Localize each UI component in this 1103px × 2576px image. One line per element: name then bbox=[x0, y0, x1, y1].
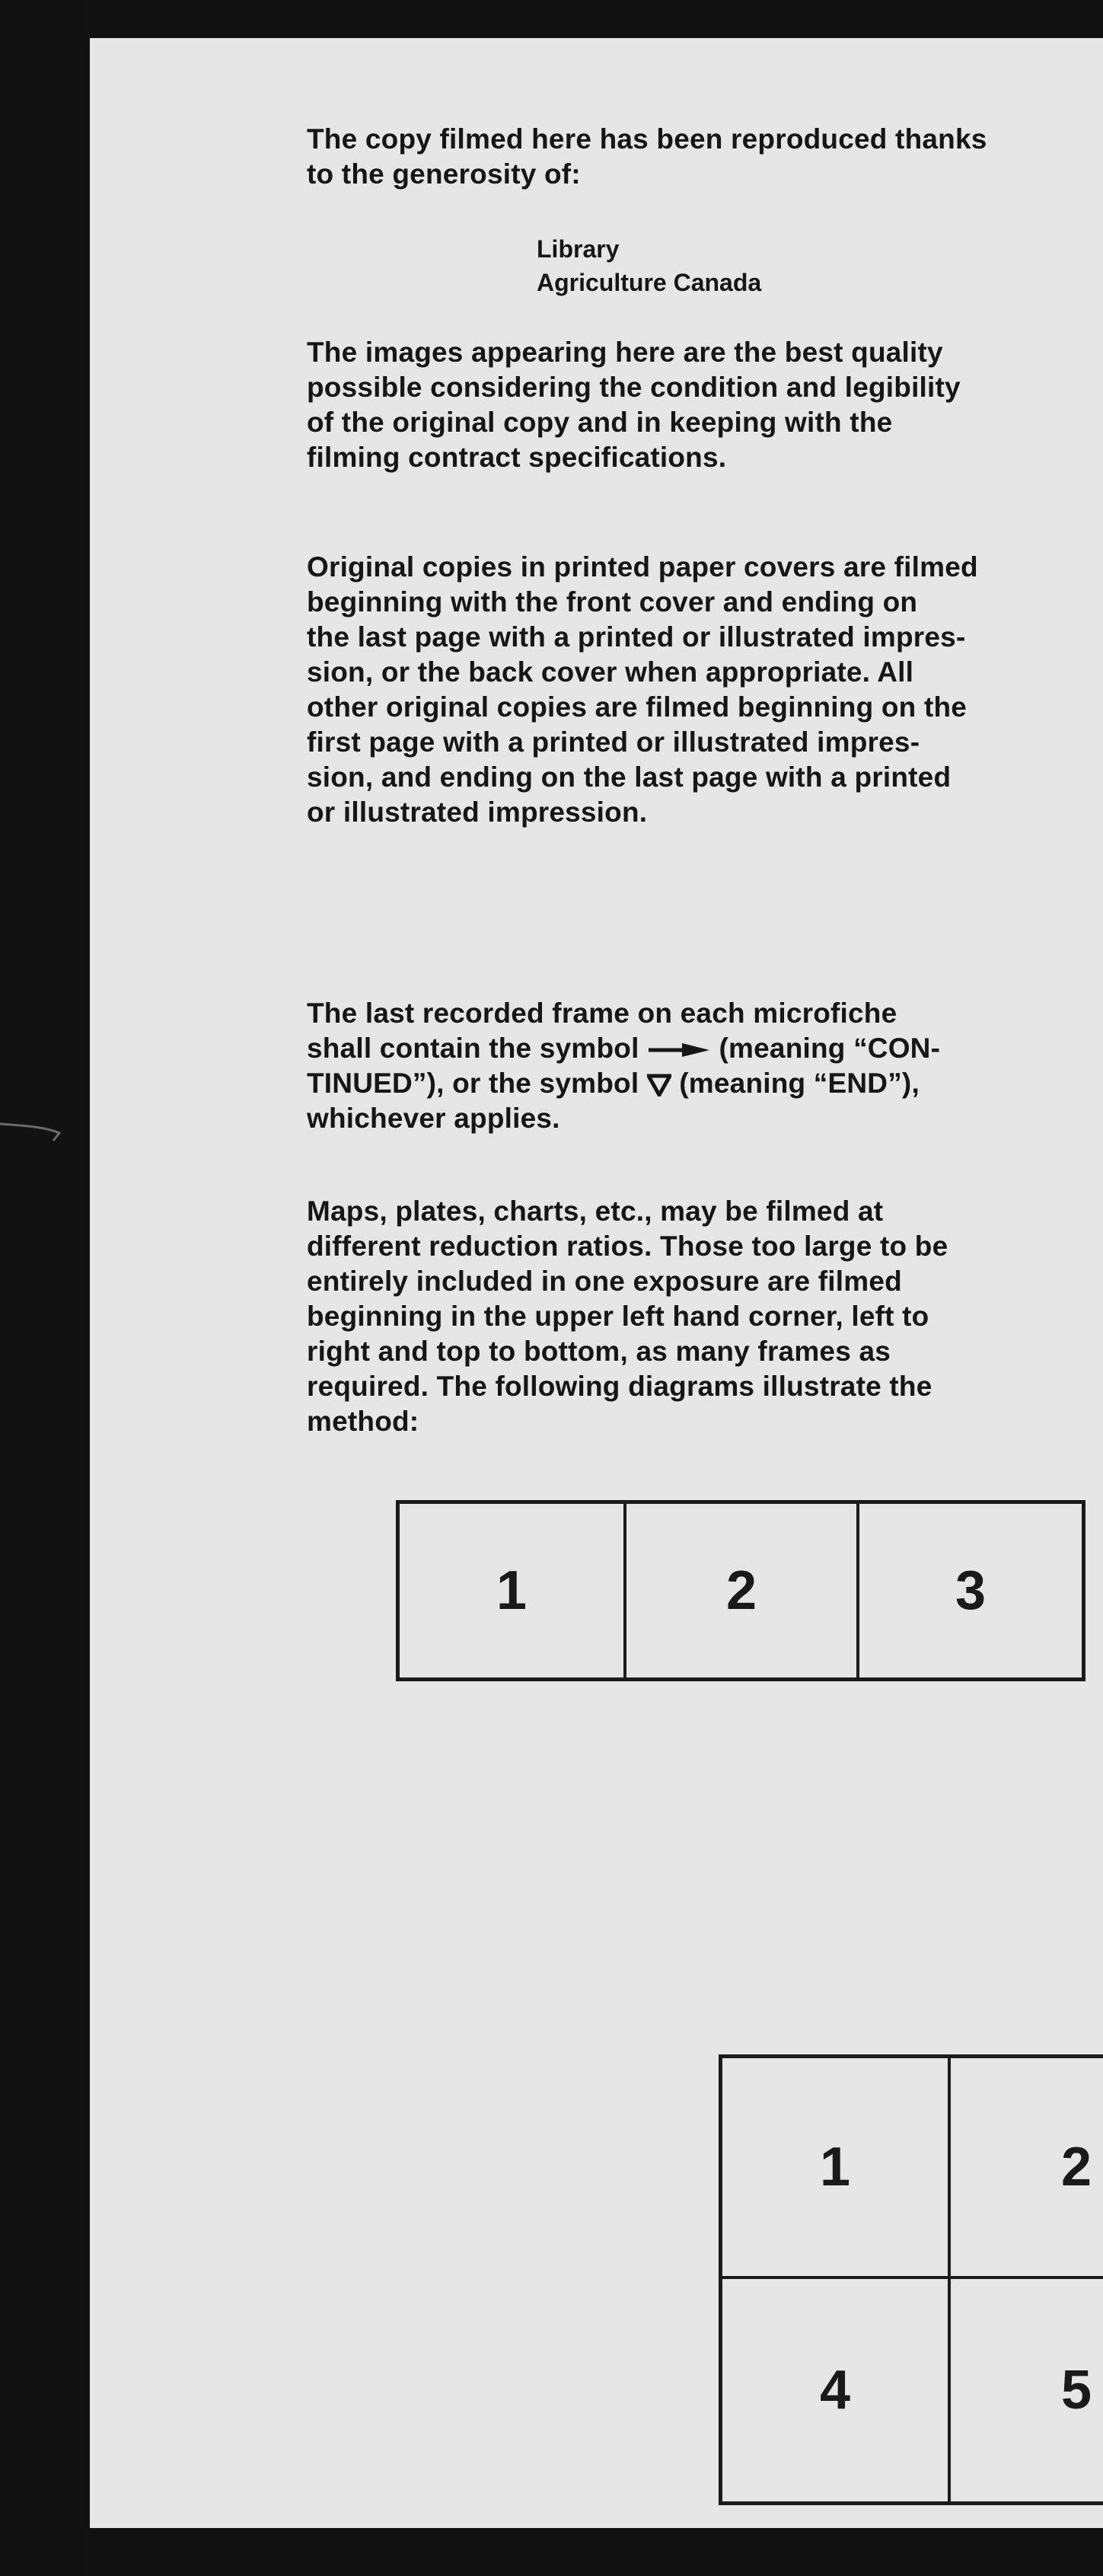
paragraph-line: right and top to bottom, as many frames as bbox=[307, 1336, 891, 1367]
paragraph-line: the last page with a printed or illustrated impres- bbox=[307, 621, 966, 653]
frame-cell: 2 bbox=[626, 1504, 859, 1677]
paragraph-line: The last recorded frame on each microfiche bbox=[307, 998, 897, 1029]
frame-cell: 5 bbox=[1060, 2360, 1092, 2421]
paragraph-line: required. The following diagrams illustrate the bbox=[307, 1371, 932, 1402]
film-mark bbox=[0, 1119, 61, 1142]
paragraph-line: beginning with the front cover and ending on bbox=[307, 586, 918, 618]
maps-paragraph bbox=[307, 1194, 1083, 1439]
frame-cell: 4 bbox=[722, 2279, 951, 2501]
paragraph-line: method: bbox=[307, 1406, 419, 1437]
paragraph-line: or illustrated impression. bbox=[307, 796, 648, 828]
paragraph-line: The images appearing here are the best quality bbox=[307, 337, 943, 368]
intro-line: The copy filmed here has been reproduced thanks bbox=[307, 123, 987, 155]
text-fragment: (meaning “END”), bbox=[679, 1068, 920, 1099]
paragraph-line: of the original copy and in keeping with the bbox=[307, 407, 893, 438]
frame-cell: 1 bbox=[722, 2058, 951, 2279]
paragraph-line: whichever applies. bbox=[307, 1103, 560, 1134]
frame-grid-diagram bbox=[719, 2054, 1103, 2505]
text-fragment: TINUED”), or the symbol bbox=[307, 1068, 639, 1099]
covers-paragraph bbox=[307, 550, 1083, 830]
frame-cell: 1 bbox=[400, 1504, 626, 1677]
document-page bbox=[90, 38, 1103, 2528]
film-edge bbox=[0, 0, 90, 2576]
credit-line: Library bbox=[537, 235, 620, 263]
paragraph-line bbox=[307, 1031, 1083, 1066]
credit-line: Agriculture Canada bbox=[537, 269, 762, 296]
frame-row-diagram bbox=[396, 1500, 1085, 1681]
arrow-right-icon bbox=[647, 1042, 711, 1058]
paragraph-line: filming contract specifications. bbox=[307, 442, 727, 473]
text-fragment: shall contain the symbol bbox=[307, 1033, 639, 1064]
paragraph-line: first page with a printed or illustrated impres- bbox=[307, 726, 920, 758]
paragraph-line: beginning in the upper left hand corner, left to bbox=[307, 1301, 929, 1332]
paragraph-line: different reduction ratios. Those too large to be bbox=[307, 1231, 948, 1262]
intro-line: to the generosity of: bbox=[307, 158, 581, 190]
paragraph-line: sion, and ending on the last page with a printed bbox=[307, 761, 952, 793]
triangle-down-icon bbox=[647, 1074, 671, 1096]
text-fragment: (meaning “CON- bbox=[719, 1033, 941, 1064]
frame-cell: 3 bbox=[955, 1560, 987, 1621]
quality-paragraph bbox=[307, 335, 1083, 475]
paragraph-line bbox=[307, 1066, 1083, 1101]
paragraph-line: Maps, plates, charts, etc., may be filmed at bbox=[307, 1195, 884, 1227]
paragraph-line: other original copies are filmed beginning on the bbox=[307, 691, 968, 723]
symbol-paragraph bbox=[307, 996, 1083, 1136]
intro-text bbox=[307, 122, 1083, 192]
paragraph-line: sion, or the back cover when appropriate. All bbox=[307, 656, 914, 688]
frame-cell: 2 bbox=[951, 2058, 1103, 2279]
paragraph-line: Original copies in printed paper covers are filmed bbox=[307, 551, 978, 583]
paragraph-line: possible considering the condition and legibility bbox=[307, 372, 961, 403]
credit-text bbox=[537, 232, 761, 299]
paragraph-line: entirely included in one exposure are filmed bbox=[307, 1266, 902, 1297]
